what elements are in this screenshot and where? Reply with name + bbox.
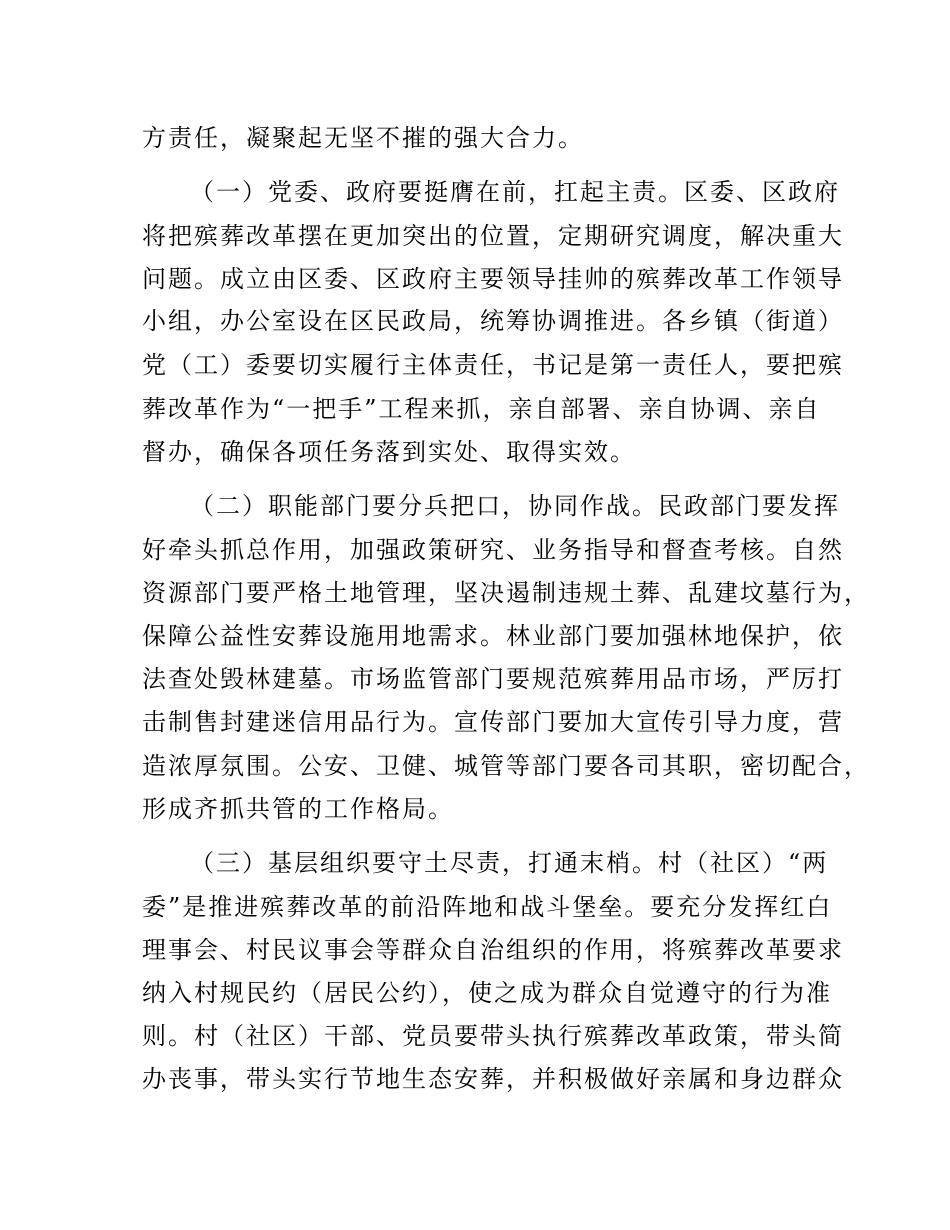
- paragraph-line: 方责任，凝聚起无坚不摧的强大合力。: [142, 124, 584, 152]
- paragraph-line: 葬改革作为“一把手”工程来抓，亲自部署、亲自协调、亲自: [142, 395, 821, 423]
- paragraph-line: 委”是推进殡葬改革的前沿阵地和战斗堡垒。要充分发挥红白: [142, 893, 833, 921]
- paragraph-line: 法查处毁林建墓。市场监管部门要规范殡葬用品市场，严厉打: [142, 665, 844, 693]
- paragraph-line: （一）党委、政府要挺膺在前，扛起主责。区委、区政府: [190, 178, 840, 206]
- paragraph-line: （三）基层组织要守土尽责，打通末梢。村（社区）“两: [190, 849, 829, 877]
- paragraph-line: （二）职能部门要分兵把口，协同作战。民政部门要发挥: [190, 492, 840, 520]
- paragraph-line: 好牵头抓总作用，加强政策研究、业务指导和督查考核。自然: [142, 536, 844, 564]
- paragraph-line: 理事会、村民议事会等群众自治组织的作用，将殡葬改革要求: [142, 936, 844, 964]
- paragraph-line: 小组，办公室设在区民政局，统筹协调推进。各乡镇（街道）: [142, 307, 844, 335]
- paragraph-line: 督办，确保各项任务落到实处、取得实效。: [142, 438, 636, 466]
- paragraph-line: 造浓厚氛围。公安、卫健、城管等部门要各司其职，密切配合，: [142, 752, 870, 780]
- paragraph-line: 击制售封建迷信用品行为。宣传部门要加大宣传引导力度，营: [142, 708, 844, 736]
- paragraph-line: 资源部门要严格土地管理，坚决遏制违规土葬、乱建坟墓行为，: [142, 579, 870, 607]
- paragraph-line: 办丧事，带头实行节地生态安葬，并积极做好亲属和身边群众: [142, 1065, 844, 1093]
- paragraph-line: 则。村（社区）干部、党员要带头执行殡葬改革政策，带头简: [142, 1022, 844, 1050]
- paragraph-line: 党（工）委要切实履行主体责任，书记是第一责任人，要把殡: [142, 351, 844, 379]
- paragraph-line: 问题。成立由区委、区政府主要领导挂帅的殡葬改革工作领导: [142, 265, 844, 293]
- paragraph-line: 纳入村规民约（居民公约），使之成为群众自觉遵守的行为准: [142, 979, 832, 1007]
- paragraph-line: 形成齐抓共管的工作格局。: [142, 795, 454, 823]
- paragraph-line: 将把殡葬改革摆在更加突出的位置，定期研究调度，解决重大: [142, 222, 844, 250]
- paragraph-line: 保障公益性安葬设施用地需求。林业部门要加强林地保护，依: [142, 622, 844, 650]
